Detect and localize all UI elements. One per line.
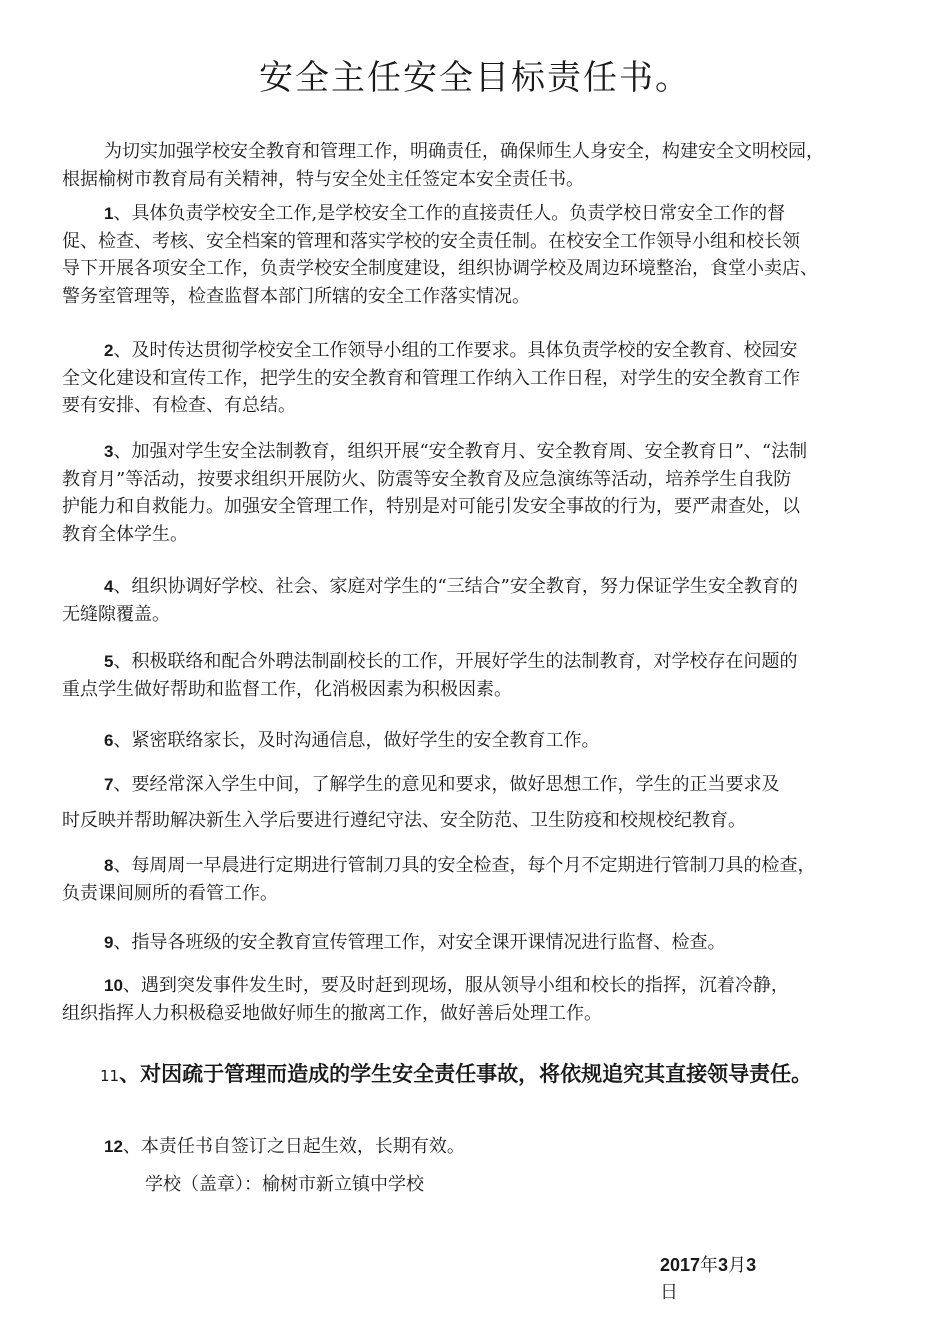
clause-3 [62, 438, 912, 548]
clause-text: 教育全体学生。 [62, 523, 188, 545]
clause-11 [100, 1058, 920, 1088]
date-year: 2017 [660, 1255, 701, 1275]
clause-text: 、每周周一早晨进行定期进行管制刀具的安全检查，每个月不定期进行管制刀具的检查， [113, 855, 816, 876]
clause-text: 、积极联络和配合外聘法制副校长的工作，开展好学生的法制教育，对学校存在问题的 [113, 651, 798, 672]
clause-number: 3 [104, 442, 114, 461]
date-month-suffix: 月 [728, 1255, 747, 1276]
clause-4 [62, 573, 912, 628]
clause-text: 、具体负责学校安全工作,是学校安全工作的直接责任人。负责学校日常安全工作的督 [113, 203, 786, 224]
clause-text: 教育月”等活动，按要求组织开展防火、防震等安全教育及应急演练等活动，培养学生自我防 [62, 468, 792, 490]
date-month: 3 [718, 1255, 729, 1275]
clause-text: 、紧密联络家长，及时沟通信息，做好学生的安全教育工作。 [113, 730, 600, 751]
clause-10 [62, 972, 912, 1027]
clause-9 [62, 929, 912, 957]
clause-text: 促、检查、考核、安全档案的管理和落实学校的安全责任制。在校安全工作领导小组和校长领 [62, 230, 800, 252]
school-signature: 学校（盖章）：榆树市新立镇中学校 [145, 1174, 424, 1195]
clause-2 [62, 337, 912, 420]
clause-text: 、遇到突发事件发生时，要及时赶到现场，服从领导小组和校长的指挥，沉着冷静， [122, 975, 789, 996]
clause-text: 、要经常深入学生中间，了解学生的意见和要求，做好思想工作，学生的正当要求及 [113, 774, 780, 795]
clause-text: 时反映并帮助解决新生入学后要进行遵纪守法、安全防范、卫生防疫和校规校纪教育。 [62, 809, 746, 831]
clause-number: 4 [104, 577, 114, 596]
clause-text: 护能力和自救能力。加强安全管理工作，特别是对可能引发安全事故的行为，要严肃查处，以 [62, 496, 800, 517]
clause-text: 、加强对学生安全法制教育，组织开展“安全教育月、安全教育周、安全教育日”、“法制 [113, 441, 808, 462]
intro-line: 为切实加强学校安全教育和管理工作，明确责任，确保师生人身安全，构建安全文明校园， [104, 141, 824, 162]
clause-12 [62, 1133, 912, 1161]
clause-text: 、及时传达贯彻学校安全工作领导小组的工作要求。具体负责学校的安全教育、校园安 [113, 340, 798, 361]
clause-number: 10 [104, 976, 123, 995]
clause-text: 警务室管理等，检查监督本部门所辖的安全工作落实情况。 [62, 285, 530, 307]
date-day-suffix: 日 [660, 1282, 678, 1303]
intro-paragraph [62, 138, 912, 193]
clause-text: 、组织协调好学校、社会、家庭对学生的“三结合”安全教育，努力保证学生安全教育的 [113, 576, 798, 597]
clause-number: 5 [104, 652, 114, 671]
clause-text: 负责课间厕所的看管工作。 [62, 882, 278, 904]
clause-text: 、本责任书自签订之日起生效，长期有效。 [122, 1136, 465, 1157]
date-year-suffix: 年 [700, 1255, 719, 1276]
clause-number: 11 [100, 1067, 120, 1085]
clause-text: 重点学生做好帮助和监督工作，化消极因素为积极因素。 [62, 678, 512, 700]
clause-7 [62, 771, 912, 834]
clause-number: 1 [104, 204, 114, 223]
clause-number: 9 [104, 933, 114, 952]
clause-text: 组织指挥人力积极稳妥地做好师生的撤离工作，做好善后处理工作。 [62, 1002, 602, 1024]
intro-line: 根据榆树市教育局有关精神，特与安全处主任签定本安全责任书。 [62, 168, 584, 190]
clause-text: 导下开展各项安全工作，负责学校安全制度建设，组织协调学校及周边环境整治，食堂小卖店、 [62, 258, 818, 279]
clause-number: 7 [104, 775, 114, 794]
clause-text: 全文化建设和宣传工作，把学生的安全教育和管理工作纳入工作日程，对学生的安全教育工作 [62, 367, 800, 389]
clause-number: 6 [104, 731, 114, 750]
sign-date [660, 1252, 790, 1306]
clause-text: 、指导各班级的安全教育宣传管理工作，对安全课开课情况进行监督、检查。 [113, 932, 726, 953]
clause-text: 要有安排、有检查、有总结。 [62, 395, 296, 416]
document-title: 安全主任安全目标责任书。 [259, 58, 691, 98]
clause-number: 12 [104, 1137, 123, 1156]
clause-8 [62, 852, 912, 907]
clause-number: 2 [104, 341, 114, 360]
clause-text: 、对因疏于管理而造成的学生安全责任事故，将依规追究其直接领导责任。 [119, 1062, 813, 1086]
clause-number: 8 [104, 856, 114, 875]
clause-text: 无缝隙覆盖。 [62, 603, 170, 625]
date-day: 3 [746, 1255, 757, 1275]
clause-5 [62, 648, 912, 703]
clause-1 [62, 200, 912, 310]
clause-6 [62, 727, 912, 755]
